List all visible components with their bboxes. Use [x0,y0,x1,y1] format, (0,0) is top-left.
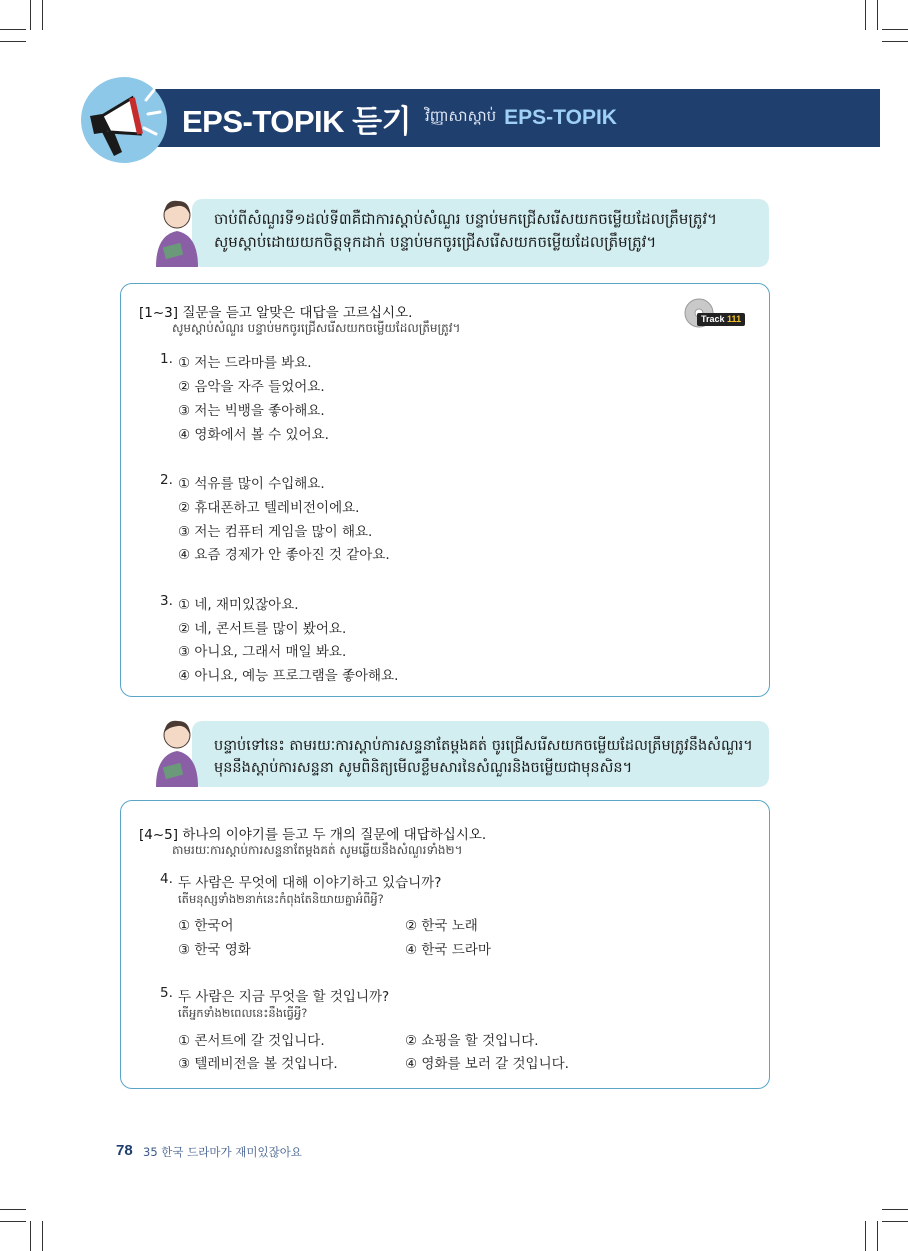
answer-option[interactable]: ④ 한국 드라마 [405,942,491,958]
answer-option[interactable]: ③ 텔레비전을 볼 것입니다. [178,1056,338,1072]
crop-mark [877,0,878,30]
answer-option[interactable]: ④ 아니요, 예능 프로그램을 좋아해요. [178,668,399,684]
crop-mark [0,29,26,30]
track-number: 111 [727,314,742,324]
answer-option[interactable]: ④ 영화에서 볼 수 있어요. [178,427,329,443]
section-instruction-km: តាមរយៈការស្តាប់ការសន្ទនាតែម្តងគត់ សូមឆ្លើយនឹងសំណួរទាំង២។ [172,843,463,857]
answer-option[interactable]: ① 한국어 [178,918,234,934]
answer-option[interactable]: ① 네, 재미있잖아요. [178,597,299,613]
crop-mark [877,1221,878,1251]
crop-mark [42,1221,43,1251]
crop-mark [882,1221,908,1222]
answer-option[interactable]: ③ 한국 영화 [178,942,251,958]
crop-mark [0,1209,26,1210]
question-text-km: តើអ្នកទាំង២ពេលនេះនឹងធ្វើអ្វី? [178,1006,308,1020]
answer-option[interactable]: ③ 아니요, 그래서 매일 봐요. [178,644,347,660]
answer-option[interactable]: ② 쇼핑을 할 것입니다. [405,1033,539,1049]
lesson-title: 35 한국 드라마가 재미있잖아요 [143,1145,302,1159]
megaphone-icon [80,76,168,164]
crop-mark [865,0,866,30]
crop-mark [30,0,31,30]
section-instruction-km: សូមស្តាប់សំណួរ បន្ទាប់មកចូរជ្រើសរើសយកចម្លើយដែលត្រឹមត្រូវ។ [172,321,461,335]
question-number: 2. [160,472,173,488]
page-number: 78 [116,1142,133,1159]
question-number: 5. [160,985,173,1001]
title-sub-en: EPS-TOPIK [504,106,617,129]
crop-mark [882,1209,908,1210]
question-text: 두 사람은 무엇에 대해 이야기하고 있습니까? [178,875,442,891]
crop-mark [882,41,908,42]
track-word: Track [701,314,725,324]
answer-option[interactable]: ② 휴대폰하고 텔레비전이에요. [178,500,360,516]
answer-option[interactable]: ① 석유를 많이 수입해요. [178,476,325,492]
page-title [182,95,617,141]
section-instruction: [4~5] 하나의 이야기를 듣고 두 개의 질문에 대답하십시오. [139,827,487,843]
answer-option[interactable]: ① 저는 드라마를 봐요. [178,355,312,371]
section-instruction: [1~3] 질문을 듣고 알맞은 대답을 고르십시오. [139,305,413,321]
answer-option[interactable]: ④ 영화를 보러 갈 것입니다. [405,1056,569,1072]
banner-line: សូមស្តាប់ដោយយកចិត្តទុកដាក់ បន្ទាប់មកចូរជ្រើសរើសយកចម្លើយដែលត្រឹមត្រូវ។ [214,233,657,251]
banner-line: បន្ទាប់ទៅនេះ តាមរយៈការស្តាប់ការសន្ទនាតែម្តងគត់ ចូរជ្រើសរើសយកចម្លើយដែលត្រឹមត្រូវនឹងសំណួរ។ [214,738,753,754]
banner-line: មុននឹងស្តាប់ការសន្ទនា សូមពិនិត្យមើលខ្លឹមសារនៃសំណួរនិងចម្លើយជាមុនសិន។ [214,760,633,776]
question-number: 1. [160,351,173,367]
answer-option[interactable]: ③ 저는 빅뱅을 좋아해요. [178,403,325,419]
answer-option[interactable]: ③ 저는 컴퓨터 게임을 많이 해요. [178,524,373,540]
crop-mark [882,29,908,30]
banner-line: ចាប់ពីសំណួរទី១ដល់ទី៣គឺជាការស្តាប់សំណួរ បន្ទាប់មកជ្រើសរើសយកចម្លើយដែលត្រឹមត្រូវ។ [214,210,718,228]
question-text: 두 사람은 지금 무엇을 할 것입니까? [178,989,390,1005]
crop-mark [30,1221,31,1251]
crop-mark [0,41,26,42]
crop-mark [865,1221,866,1251]
answer-option[interactable]: ② 네, 콘서트를 많이 봤어요. [178,621,347,637]
teacher-illustration [150,717,202,787]
title-main: EPS-TOPIK 듣기 [182,103,412,139]
answer-option[interactable]: ② 음악을 자주 들었어요. [178,379,325,395]
title-sub-km: វិញ្ញាសាស្តាប់ [425,107,497,125]
question-number: 4. [160,871,173,887]
crop-mark [0,1221,26,1222]
answer-option[interactable]: ④ 요즘 경제가 안 좋아진 것 같아요. [178,547,390,563]
answer-option[interactable]: ② 한국 노래 [405,918,478,934]
track-badge [697,313,745,326]
question-text-km: តើមនុស្សទាំង២នាក់នេះកំពុងតែនិយាយគ្នាអំពីអ្វី? [178,892,384,906]
teacher-illustration [150,197,202,267]
answer-option[interactable]: ① 콘서트에 갈 것입니다. [178,1033,325,1049]
question-number: 3. [160,593,173,609]
crop-mark [42,0,43,30]
